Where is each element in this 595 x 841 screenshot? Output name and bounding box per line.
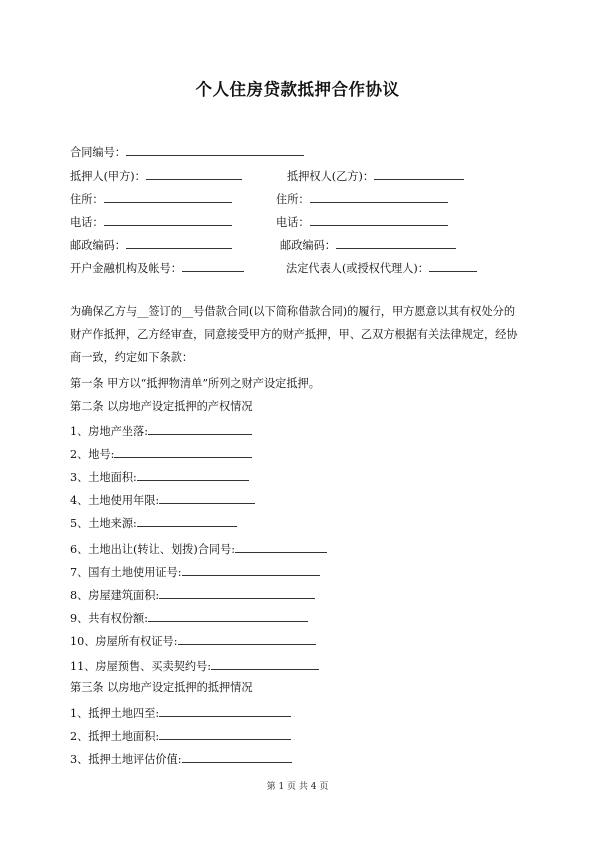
article-2-item bbox=[70, 469, 249, 485]
blank-line bbox=[126, 237, 232, 249]
item-label: 4、土地使用年限: bbox=[70, 494, 160, 507]
blank-line bbox=[178, 633, 316, 645]
blank-line bbox=[126, 144, 304, 156]
article-2-item bbox=[70, 423, 252, 439]
blank-line bbox=[336, 237, 456, 249]
field-label: 电话： bbox=[276, 216, 310, 229]
item-label: 3、土地面积: bbox=[70, 471, 137, 484]
blank-line bbox=[137, 469, 249, 481]
blank-line bbox=[104, 214, 232, 226]
article-2-item bbox=[70, 446, 252, 462]
article-3-item bbox=[70, 751, 292, 767]
item-label: 2、抵押土地面积: bbox=[70, 730, 160, 743]
article-2-item bbox=[70, 541, 327, 557]
blank-line bbox=[374, 168, 464, 180]
field-label: 抵押权人(乙方)： bbox=[287, 170, 375, 183]
field-label: 邮政编码： bbox=[280, 239, 336, 252]
field-label: 法定代表人(或授权代理人)： bbox=[286, 262, 429, 275]
blank-line bbox=[235, 541, 327, 553]
article-2-item bbox=[70, 610, 308, 626]
blank-line bbox=[104, 191, 232, 203]
document-title: 个人住房贷款抵押合作协议 bbox=[195, 80, 400, 99]
item-label: 3、抵押土地评估价值: bbox=[70, 753, 182, 766]
item-label: 9、共有权份额: bbox=[70, 612, 149, 625]
article-2-title: 第二条 以房地产设定抵押的产权情况 bbox=[70, 400, 253, 413]
page-number: 第 1 页 共 4 页 bbox=[266, 782, 329, 792]
field-label: 抵押人(甲方)： bbox=[70, 170, 146, 183]
blank-line bbox=[159, 705, 291, 717]
field-label: 开户金融机构及帐号： bbox=[70, 262, 182, 275]
field-address-b bbox=[276, 191, 448, 207]
field-mortgagor bbox=[70, 168, 242, 184]
blank-line bbox=[182, 751, 292, 763]
field-phone-a bbox=[70, 214, 232, 230]
blank-line bbox=[310, 191, 448, 203]
article-2-item bbox=[70, 492, 255, 508]
field-legal-rep bbox=[286, 260, 477, 276]
article-2-item bbox=[70, 564, 320, 580]
item-label: 1、抵押土地四至: bbox=[70, 707, 160, 720]
blank-line bbox=[148, 610, 308, 622]
item-label: 1、房地产坐落: bbox=[70, 425, 149, 438]
article-2-item bbox=[70, 658, 319, 674]
blank-line bbox=[159, 587, 315, 599]
item-label: 7、国有土地使用证号: bbox=[70, 566, 182, 579]
blank-line bbox=[182, 260, 244, 272]
article-2-item bbox=[70, 633, 316, 649]
field-label: 合同编号： bbox=[70, 146, 126, 159]
field-address-a bbox=[70, 191, 232, 207]
field-bank-account bbox=[70, 260, 244, 276]
article-1: 第一条 甲方以“抵押物清单”所列之财产设定抵押。 bbox=[70, 377, 320, 390]
field-contract-no bbox=[70, 144, 304, 160]
blank-line bbox=[146, 168, 242, 180]
field-label: 住所： bbox=[70, 193, 104, 206]
intro-paragraph: 为确保乙方与__签订的__号借款合同(以下简称借款合同)的履行，甲方愿意以其有权处分的财产作抵押，乙方经审查，同意接受甲方的财产抵押，甲、乙双方根据有关法律规定，经协商一致，约定如下条款： bbox=[70, 305, 518, 364]
field-label: 邮政编码： bbox=[70, 239, 126, 252]
field-label: 住所： bbox=[276, 193, 310, 206]
item-label: 11、房屋预售、买卖契约号: bbox=[70, 660, 212, 673]
article-3-title: 第三条 以房地产设定抵押的抵押情况 bbox=[70, 681, 253, 694]
blank-line bbox=[114, 446, 252, 458]
article-2-item bbox=[70, 587, 315, 603]
item-label: 6、土地出让(转让、划拨)合同号: bbox=[70, 543, 236, 556]
item-label: 5、土地来源: bbox=[70, 517, 137, 530]
article-2-item bbox=[70, 515, 237, 531]
field-phone-b bbox=[276, 214, 448, 230]
blank-line bbox=[159, 492, 255, 504]
item-label: 2、地号: bbox=[70, 448, 115, 461]
field-postcode-a bbox=[70, 237, 232, 253]
field-label: 电话： bbox=[70, 216, 104, 229]
blank-line bbox=[182, 564, 320, 576]
item-label: 8、房屋建筑面积: bbox=[70, 589, 160, 602]
blank-line bbox=[310, 214, 448, 226]
blank-line bbox=[211, 658, 319, 670]
field-mortgagee bbox=[287, 168, 464, 184]
blank-line bbox=[429, 260, 477, 272]
blank-line bbox=[137, 515, 237, 527]
blank-line bbox=[148, 423, 252, 435]
article-3-item bbox=[70, 728, 291, 744]
field-postcode-b bbox=[280, 237, 456, 253]
blank-line bbox=[159, 728, 291, 740]
article-3-item bbox=[70, 705, 291, 721]
item-label: 10、房屋所有权证号: bbox=[70, 635, 178, 648]
